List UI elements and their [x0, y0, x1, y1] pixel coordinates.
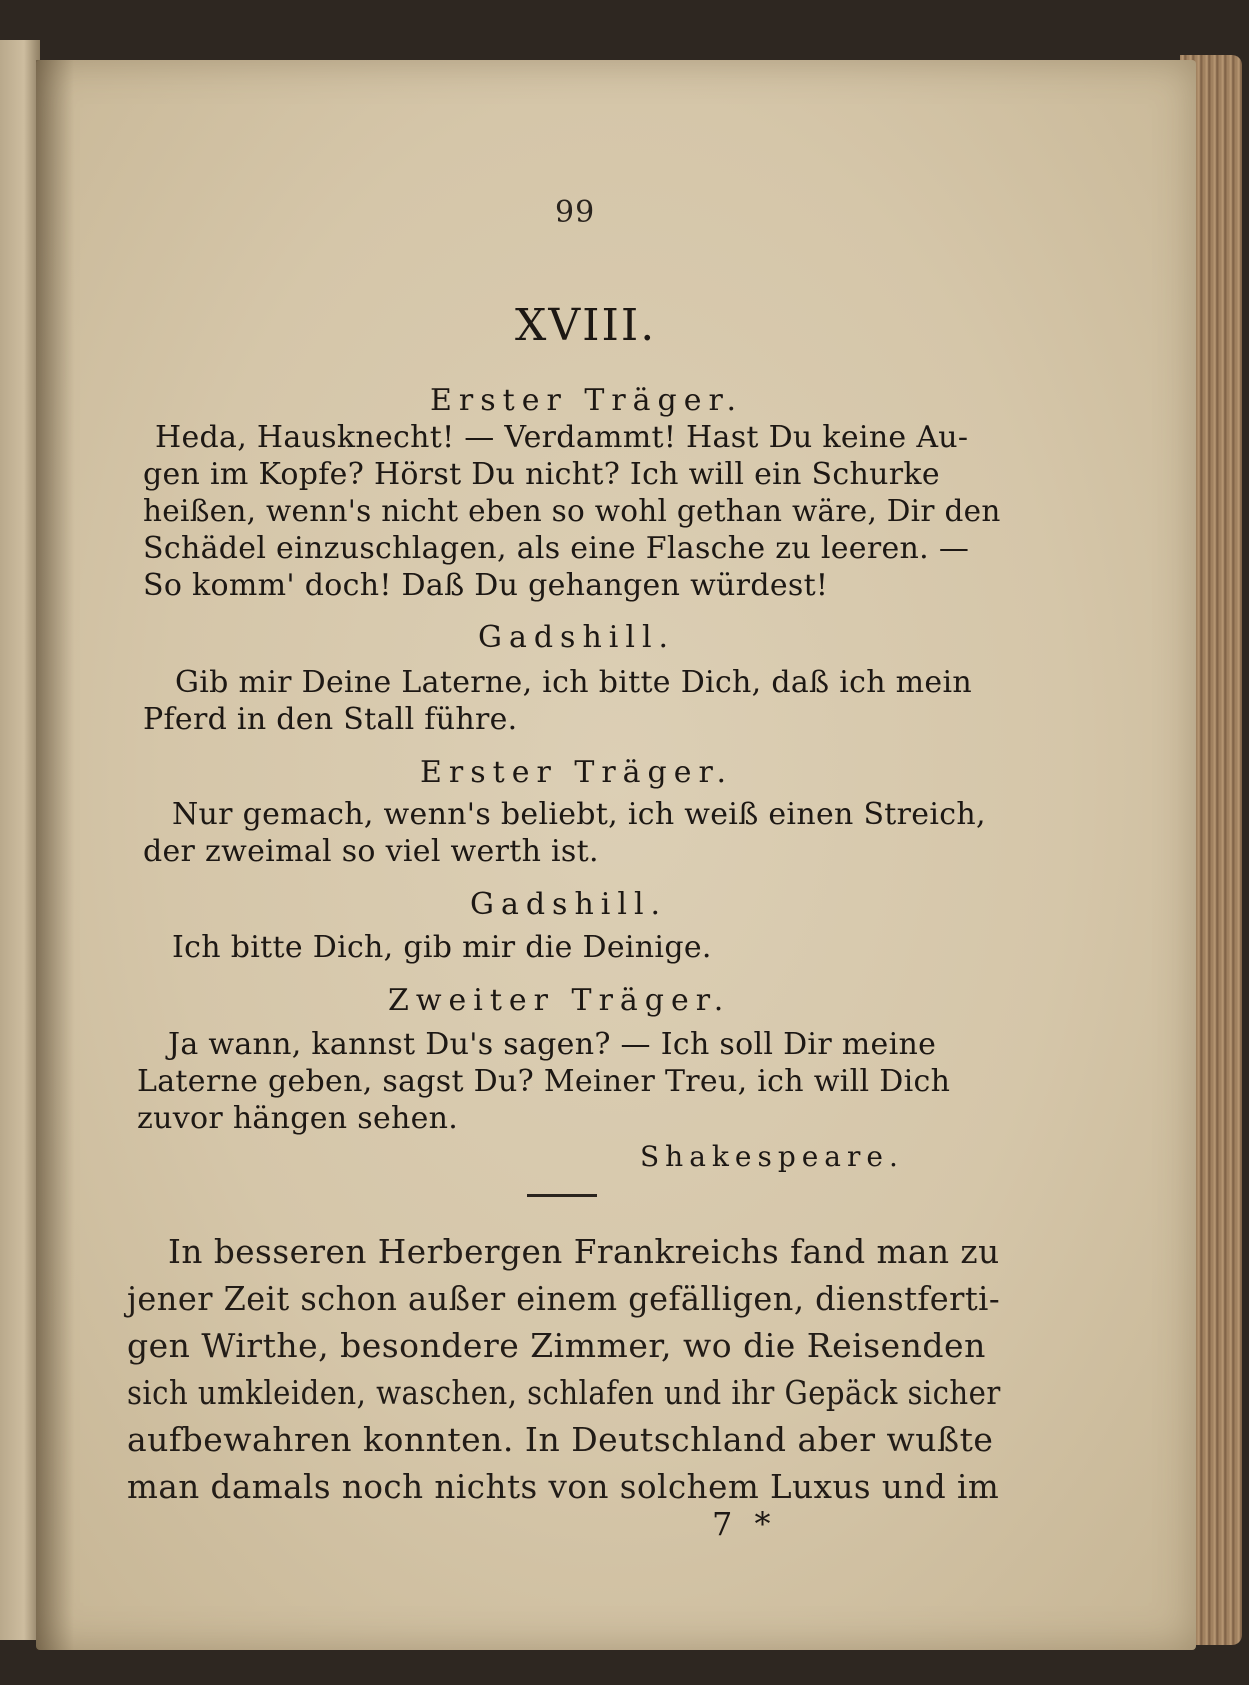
dialogue-line: Laterne geben, sagst Du? Meiner Treu, ich will Dich: [137, 1064, 951, 1099]
section-divider: [527, 1194, 597, 1197]
dialogue-line: heißen, wenn's nicht eben so wohl gethan wäre, Dir den: [143, 494, 1001, 529]
gutter-shadow: [36, 60, 74, 1650]
prose-line: In besseren Herbergen Frankreichs fand man zu: [168, 1232, 1000, 1271]
page-number: 99: [555, 195, 596, 230]
prose-line: sich umkleiden, waschen, schlafen und ihr Gepäck sicher: [127, 1373, 1001, 1412]
prose-line: aufbewahren konnten. In Deutschland aber wußte: [127, 1420, 994, 1459]
dialogue-line: Pferd in den Stall führe.: [143, 702, 518, 737]
dialogue-line: So komm' doch! Daß Du gehangen würdest!: [143, 568, 829, 603]
attribution: Shakespeare.: [640, 1140, 904, 1173]
dialogue-line: Schädel einzuschlagen, als eine Flasche zu leeren. —: [143, 531, 970, 566]
prose-line: man damals noch nichts von solchem Luxus und im: [127, 1467, 1000, 1506]
chapter-heading: XVIII.: [515, 300, 657, 351]
dialogue-line: Gib mir Deine Laterne, ich bitte Dich, daß ich mein: [175, 665, 972, 700]
speaker-label: Erster Träger.: [430, 383, 744, 418]
speaker-label: Gadshill.: [478, 620, 676, 655]
prose-line: jener Zeit schon außer einem gefälligen, dienstferti-: [127, 1279, 1001, 1318]
dialogue-line: Nur gemach, wenn's beliebt, ich weiß einen Streich,: [172, 797, 986, 832]
dialogue-line: Ich bitte Dich, gib mir die Deinige.: [172, 930, 712, 965]
dialogue-line: zuvor hängen sehen.: [137, 1101, 459, 1136]
speaker-label: Gadshill.: [470, 887, 668, 922]
signature-mark: 7 *: [712, 1505, 777, 1543]
left-page-edge: [0, 40, 40, 1640]
prose-line: gen Wirthe, besondere Zimmer, wo die Reisenden: [127, 1326, 986, 1365]
dialogue-line: Heda, Hausknecht! — Verdammt! Hast Du keine Au-: [155, 420, 969, 455]
dialogue-line: gen im Kopfe? Hörst Du nicht? Ich will ein Schurke: [143, 457, 940, 492]
dialogue-line: der zweimal so viel werth ist.: [143, 834, 599, 869]
speaker-label: Erster Träger.: [420, 755, 734, 790]
speaker-label: Zweiter Träger.: [388, 983, 731, 1018]
dialogue-line: Ja wann, kannst Du's sagen? — Ich soll Dir meine: [168, 1027, 937, 1062]
